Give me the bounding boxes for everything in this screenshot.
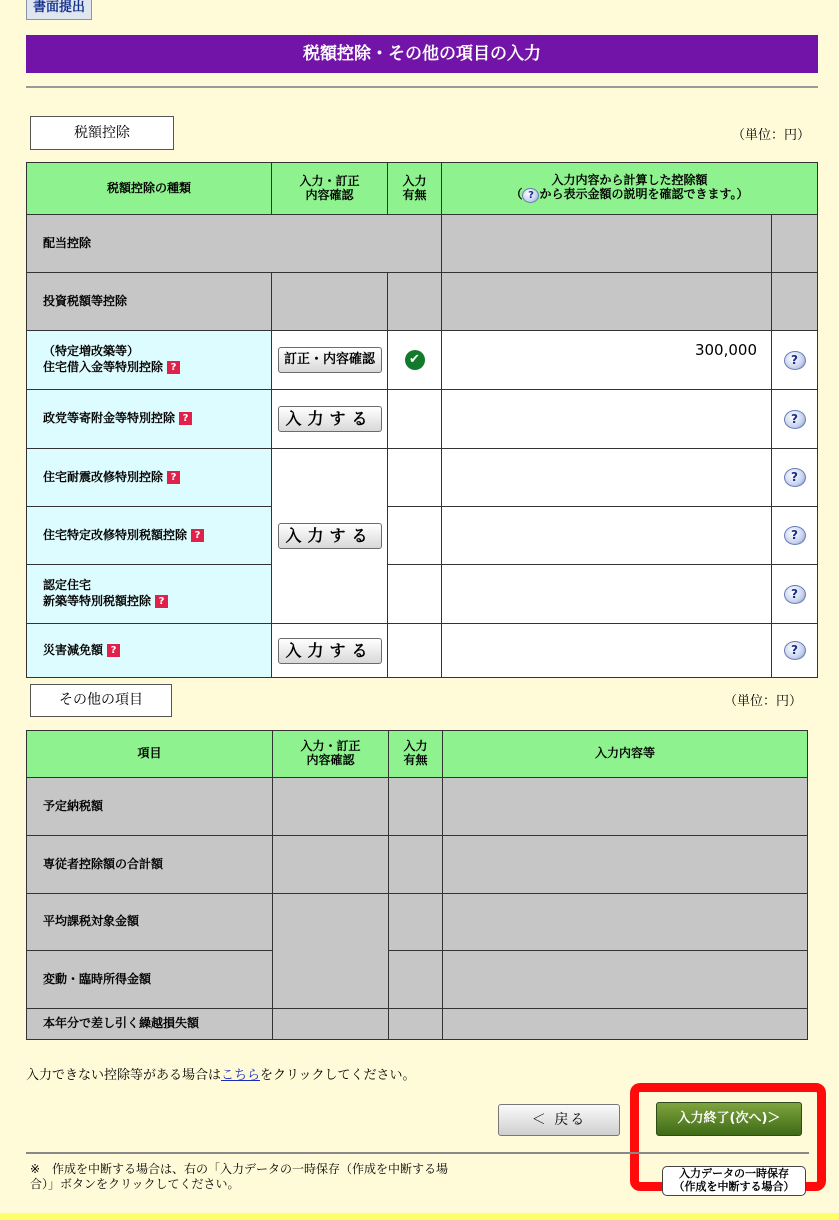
info-icon[interactable]: ? <box>784 526 806 545</box>
footer-divider <box>26 1152 809 1154</box>
info-icon[interactable]: ? <box>784 351 806 370</box>
row-investment-credit: 投資税額等控除 <box>27 273 272 331</box>
help-icon[interactable]: ? <box>155 595 168 608</box>
row-political-donation-credit: 政党等寄附金等特別控除 ? <box>27 390 272 449</box>
row-housing-loan-credit: （特定増改築等） 住宅借入金等特別控除 ? <box>27 331 272 390</box>
tax-unit-label: （単位：円） <box>732 128 811 143</box>
dividend-info-cell <box>772 215 818 273</box>
tax-credit-section-label: 税額控除 <box>30 116 174 150</box>
info-icon[interactable]: ? <box>784 410 806 429</box>
housing-input-button[interactable]: 入力する <box>278 523 382 549</box>
other-items-section-label: その他の項目 <box>30 684 172 717</box>
finish-input-next-button[interactable]: 入力終了(次へ)＞ <box>656 1102 802 1136</box>
row-special-renovation-credit: 住宅特定改修特別税額控除 ? <box>27 507 272 565</box>
header-has-input: 入力 有無 <box>389 731 443 778</box>
political-input-button[interactable]: 入力する <box>278 406 382 432</box>
header-entry-confirm: 入力・訂正 内容確認 <box>273 731 389 778</box>
header-entry-confirm: 入力・訂正 内容確認 <box>272 163 388 215</box>
row-family-worker-deduction: 専従者控除額の合計額 <box>27 836 273 894</box>
row-average-taxable-amount: 平均課税対象金額 <box>27 894 273 951</box>
dividend-amount-cell <box>442 215 772 273</box>
other-items-table <box>26 730 808 1040</box>
title-divider <box>26 86 818 88</box>
here-link[interactable]: こちら <box>221 1068 261 1083</box>
row-certified-housing-credit: 認定住宅 新築等特別税額控除 ? <box>27 565 272 624</box>
back-button[interactable]: ＜ 戻る <box>498 1104 620 1136</box>
header-item: 項目 <box>27 731 273 778</box>
paper-submission-button[interactable]: 書面提出 <box>26 0 92 20</box>
row-fluctuating-income: 変動・臨時所得金額 <box>27 951 273 1009</box>
header-credit-type: 税額控除の種類 <box>27 163 272 215</box>
check-icon: ✔ <box>405 350 425 370</box>
disaster-input-button[interactable]: 入力する <box>278 638 382 664</box>
header-has-input: 入力 有無 <box>388 163 442 215</box>
header-calculated-amount: 入力内容から計算した控除額 （ ? から表示金額の説明を確認できます。） <box>442 163 818 215</box>
row-carryover-loss: 本年分で差し引く繰越損失額 <box>27 1009 273 1040</box>
row-disaster-reduction: 災害減免額 ? <box>27 624 272 678</box>
row-prepaid-tax: 予定納税額 <box>27 778 273 836</box>
temporary-save-button[interactable]: 入力データの一時保存 （作成を中断する場合） <box>662 1166 806 1196</box>
header-content: 入力内容等 <box>443 731 808 778</box>
row-dividend-credit: 配当控除 <box>27 215 442 273</box>
help-icon[interactable]: ? <box>179 412 192 425</box>
other-unit-label: （単位：円） <box>724 694 803 709</box>
tax-credit-table <box>26 162 818 678</box>
help-icon[interactable]: ? <box>107 644 120 657</box>
unsupported-deduction-note: 入力できない控除等がある場合はこちらをクリックしてください。 <box>26 1068 416 1083</box>
correct-confirm-button[interactable]: 訂正・内容確認 <box>278 347 382 373</box>
row-quake-renovation-credit: 住宅耐震改修特別控除 ? <box>27 449 272 507</box>
page-title: 税額控除・その他の項目の入力 <box>26 35 818 73</box>
info-icon[interactable]: ? <box>784 585 806 604</box>
help-icon[interactable]: ? <box>167 471 180 484</box>
info-icon: ? <box>522 188 539 203</box>
housing-loan-amount: 300,000 <box>442 331 772 390</box>
info-icon[interactable]: ? <box>784 641 806 660</box>
help-icon[interactable]: ? <box>191 529 204 542</box>
bottom-status-strip <box>0 1213 839 1220</box>
info-icon[interactable]: ? <box>784 468 806 487</box>
footer-note: ※ 作成を中断する場合は、右の「入力データの一時保存（作成を中断する場合）」ボタンをクリックしてください。 <box>30 1162 449 1191</box>
help-icon[interactable]: ? <box>167 361 180 374</box>
